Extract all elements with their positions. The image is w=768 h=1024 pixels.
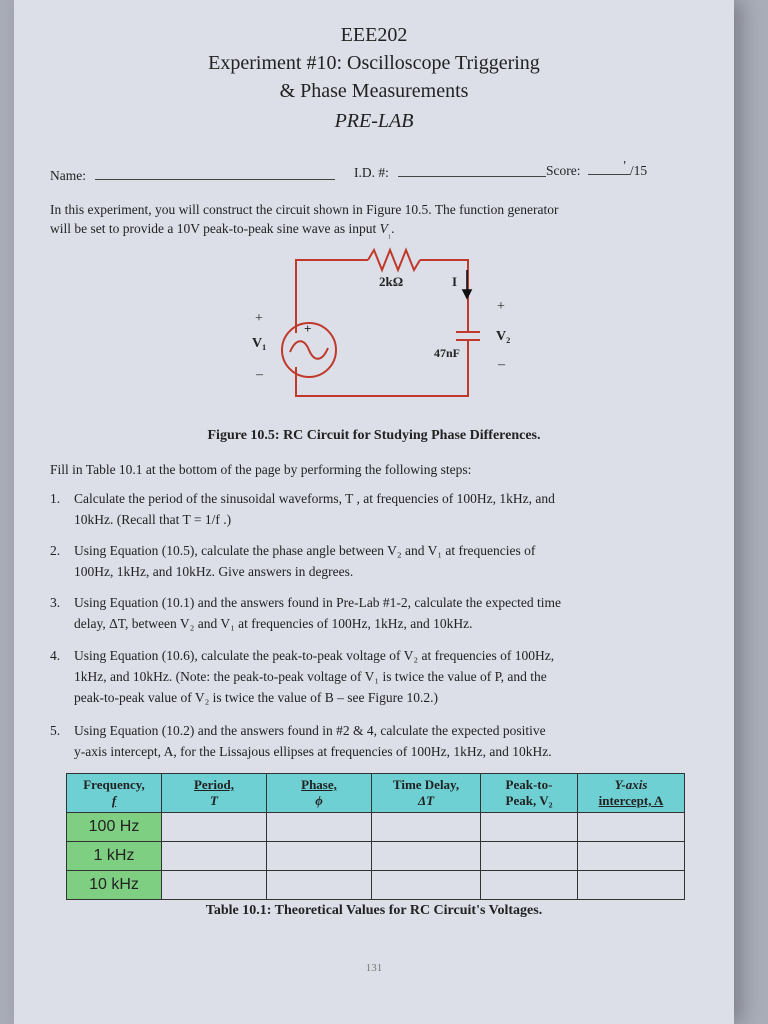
header-symbol: ΔT	[417, 793, 435, 808]
intro-paragraph	[50, 200, 700, 244]
header-text: Period,	[193, 777, 235, 792]
intro-line2-text: will be set to provide a 10V peak-to-peak sine wave as input	[50, 221, 380, 236]
step-line: Using Equation (10.2) and the answers found in #2 & 4, calculate the expected positive	[74, 723, 546, 738]
id-blank[interactable]	[398, 164, 546, 177]
document-page	[14, 0, 734, 1024]
v2-label: V₂	[496, 329, 511, 344]
v1-minus: –	[256, 367, 263, 382]
step-number: 2.	[50, 543, 61, 558]
period-cell[interactable]	[162, 871, 267, 900]
step-number: 5.	[50, 723, 61, 738]
score-label: Score:	[546, 163, 581, 178]
table-row	[67, 813, 685, 842]
wire-top-right	[420, 260, 468, 332]
current-label: I	[452, 274, 458, 289]
phase-cell[interactable]	[267, 871, 372, 900]
header-symbol: T	[210, 793, 218, 808]
header-text: Time Delay,	[392, 777, 460, 792]
row-label: 10 kHz	[67, 871, 162, 900]
intercept-cell[interactable]	[578, 871, 685, 900]
sine-icon	[290, 341, 328, 359]
period-cell[interactable]	[162, 813, 267, 842]
figure-caption: Figure 10.5: RC Circuit for Studying Phase Differences.	[207, 428, 541, 443]
period-cell[interactable]	[162, 842, 267, 871]
v1-label: V₁	[252, 336, 267, 351]
instructions-intro: Fill in Table 10.1 at the bottom of the page by performing the following steps:	[50, 462, 472, 477]
step-line: peak-to-peak value of V₂ is twice the value of B – see Figure 10.2.)	[74, 690, 438, 705]
header-text: Peak-to-	[505, 777, 553, 792]
step-line: 100Hz, 1kHz, and 10kHz. Give answers in degrees.	[74, 564, 354, 579]
peak-cell[interactable]	[481, 813, 578, 842]
step-number: 4.	[50, 648, 61, 663]
header-symbol: Peak, V₂	[505, 793, 553, 808]
step-line: 1kHz, and 10kHz. (Note: the peak-to-peak voltage of V₁ is twice the value of P, and the	[74, 669, 547, 684]
step-line: 10kHz. (Recall that T = 1/f .)	[74, 512, 232, 527]
header-phase	[267, 774, 372, 813]
resistor-label: 2kΩ	[379, 274, 404, 289]
capacitor-label: 47nF	[434, 346, 461, 360]
current-arrow-head	[463, 290, 471, 298]
table-header-row	[67, 774, 685, 813]
name-label: Name:	[50, 168, 86, 183]
peak-cell[interactable]	[481, 871, 578, 900]
score-blank[interactable]	[588, 158, 630, 175]
time-delay-cell[interactable]	[372, 842, 481, 871]
name-field	[50, 167, 335, 184]
time-delay-cell[interactable]	[372, 813, 481, 842]
page-number: 131	[365, 962, 383, 974]
header-peak-to-peak	[481, 774, 578, 813]
id-field	[354, 164, 546, 181]
header-text: Phase,	[301, 777, 337, 792]
step-line: y-axis intercept, A, for the Lissajous ellipses at frequencies of 100Hz, 1kHz, and 10kHz.	[74, 744, 552, 759]
header-text: Y-axis	[614, 777, 648, 792]
step-line: Using Equation (10.6), calculate the peak-to-peak voltage of V₂ at frequencies of 100Hz,	[74, 648, 555, 663]
peak-cell[interactable]	[481, 842, 578, 871]
resistor-symbol	[368, 250, 420, 270]
intercept-cell[interactable]	[578, 842, 685, 871]
step-line: Using Equation (10.1) and the answers found in Pre-Lab #1-2, calculate the expected time	[74, 595, 561, 610]
score-field	[546, 158, 648, 179]
v1-plus: +	[255, 311, 263, 326]
step-number: 3.	[50, 595, 61, 610]
score-total: /15	[629, 163, 648, 178]
v2-minus: –	[498, 357, 505, 372]
table-row	[67, 842, 685, 871]
intro-v1-subscript: ₁	[387, 228, 392, 239]
intro-v1-symbol: V	[379, 221, 388, 236]
id-label: I.D. #:	[354, 165, 389, 180]
experiment-title-line2: & Phase Measurements	[279, 80, 469, 102]
row-label: 1 kHz	[67, 842, 162, 871]
time-delay-cell[interactable]	[372, 871, 481, 900]
course-code: EEE202	[340, 24, 408, 46]
intro-line1: In this experiment, you will construct the circuit shown in Figure 10.5. The function generator	[50, 202, 559, 217]
step-line: Using Equation (10.5), calculate the phase angle between V₂ and V₁ at frequencies of	[74, 543, 536, 558]
source-plus: +	[304, 321, 312, 336]
name-blank[interactable]	[95, 167, 335, 180]
step-line: delay, ΔT, between V₂ and V₁ at frequencies of 100Hz, 1kHz, and 10kHz.	[74, 616, 473, 631]
step-line: Calculate the period of the sinusoidal waveforms, T , at frequencies of 100Hz, 1kHz, and	[74, 491, 555, 506]
rc-circuit-diagram	[224, 240, 524, 410]
phase-cell[interactable]	[267, 842, 372, 871]
header-frequency	[67, 774, 162, 813]
header-symbol: f	[111, 793, 117, 808]
header-text: Frequency,	[83, 777, 145, 792]
theoretical-values-table	[66, 773, 685, 900]
v2-plus: +	[497, 299, 505, 314]
row-label: 100 Hz	[67, 813, 162, 842]
table-caption: Table 10.1: Theoretical Values for RC Circuit's Voltages.	[205, 903, 543, 918]
header-period	[162, 774, 267, 813]
intro-period: .	[391, 221, 395, 236]
table-row	[67, 871, 685, 900]
step-number: 1.	[50, 491, 61, 506]
score-mark: '	[623, 158, 626, 173]
header-time-delay	[372, 774, 481, 813]
header-y-intercept	[578, 774, 685, 813]
intercept-cell[interactable]	[578, 813, 685, 842]
phase-cell[interactable]	[267, 813, 372, 842]
header-symbol: ϕ	[315, 793, 323, 808]
experiment-title-line1: Experiment #10: Oscilloscope Triggering	[208, 52, 540, 74]
prelab-heading: PRE-LAB	[334, 110, 414, 132]
header-symbol: intercept, A	[598, 793, 664, 808]
